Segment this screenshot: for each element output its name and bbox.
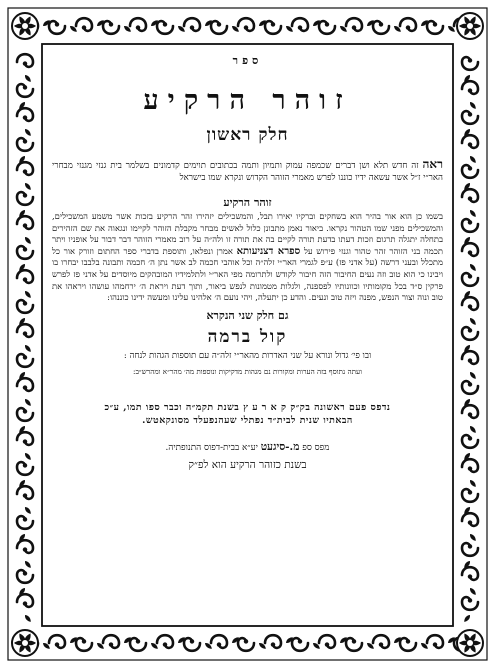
frame-scroll-right-dot (468, 358, 472, 362)
section-heading: זוהר הרקיע (223, 196, 272, 209)
frame-leaf-right (463, 614, 472, 623)
book-title: זוהר הרקיע (143, 85, 352, 116)
frame-leaf-left (24, 398, 33, 407)
frame-scroll-right-dot (468, 574, 472, 578)
kol-heading: קול ברמה (207, 326, 288, 347)
publication-block (50, 401, 445, 427)
frame-scroll-left-dot (23, 355, 27, 359)
year-line: בשנת כזוהר הרקיע הוא לפ״ק (188, 458, 307, 471)
frame-scroll-left-dot (23, 61, 27, 65)
note-line-1: ובו פי׳ גדול ונורא על שני האדרות מהאר״י זלה״ה עם תוספות הגהות לנחה : (123, 350, 372, 361)
frame-scroll-right-dot (468, 544, 472, 548)
body-text-before: בשמו כן הוא אור בהיר הוא בשחקים וברקיו יאירו תבל, והמשכילים יזהירו זהר הרקיע בזכות אשר משמע המשכילים, והמשכילים מפני שמו הטהור נקראו. ביאור נאמן מתבונן כלול לאשים מבחר מקבלת הזוהר לקיימו ונגאוה את שם הזהירים בתחלה יתגלה תרגום וזכות דעתו בדעת תורה לקיים בה את תורה זו ולה״ה על רוב מאמרי הזוהר דבר דבור על אופניו ויתר תכמה בני הזוהר זהר טהור וגנזי פירוש על (52, 211, 443, 256)
frame-scroll-right-dot (468, 274, 472, 278)
frame-scroll-left-dot (23, 139, 27, 143)
printer-name: מ.-סיגעט (260, 440, 300, 453)
frame-scroll-right-dot (468, 250, 472, 254)
intro-text: זה חדש תלא ושן דברים שכמפה עמוק ותמיון ותמה בכתובים תוימים קדמונים בשלמר בית גנזי מגנזי מבחרי האר״י ז״ל אשר עשאה ידיו כוננו לפרש מאמרי הזוהר הקדוש ונקרא שמו בישראל (52, 161, 443, 183)
frame-scroll-left-dot (23, 439, 27, 443)
frame-leaf-right (469, 479, 478, 488)
frame-scroll-bottom-dot (136, 639, 140, 643)
frame-scroll-bottom-dot (379, 642, 383, 646)
frame-leaf-left (24, 182, 33, 191)
frame-scroll-top-dot (163, 22, 167, 26)
frame-scroll-right-dot (468, 436, 472, 440)
frame-leaf-right (469, 425, 478, 434)
frame-scroll-right-dot (468, 112, 472, 116)
frame-leaf-right (469, 371, 478, 380)
frame-scroll-top-dot (298, 25, 302, 29)
frame-leaf-left (24, 560, 33, 569)
frame-scroll-left-dot (23, 409, 27, 413)
intro-paragraph (50, 159, 445, 184)
frame-scroll-left-dot (23, 277, 27, 281)
frame-scroll-left-dot (23, 85, 27, 89)
frame-scroll-bottom-dot (325, 642, 329, 646)
frame-scroll-left-dot (23, 169, 27, 173)
frame-scroll-right-dot (468, 412, 472, 416)
frame-scroll-top-dot (271, 22, 275, 26)
frame-scroll-bottom-dot (352, 639, 356, 643)
frame-scroll-bottom-dot (298, 639, 302, 643)
frame-scroll-right-dot (468, 166, 472, 170)
frame-scroll-right-dot (468, 490, 472, 494)
frame-scroll-bottom-dot (271, 642, 275, 646)
body-text-after: אמרן ונפלאו, ותוספת בדברי ספר החתום וזורק אור כל מתכלל ובעני דרשה (על אדני פז) ע״פ לגמרי האר״י זלה״ה וכל אוהבי חכמה לב אשר נתן ה׳ חכמה ותבונה בלבבו יבחרו בו ויבינו כי הוא טוב וזה נעים החיבור הזה חיבור לקודש ולתרומה מפי האר״י ולתלמידיו המובהקים מיוסדים על אדני פז לפרש פרקין ס״ד בכל מקומותיו וכוונותיו לפספנה, ולגלות מטמונות לנפש ביאור, ותוך דעת ויראת ה׳ ירחמהו עושהו ויראהו את טוב ונוה וצור הנפש, מפנה ויזה טוב ונעים. והדע כן יתעלה, ויהי נועם ה׳ אלהינו עלינו ומעשה ידינו כוננהו: (52, 245, 443, 303)
frame-leaf-left (24, 614, 33, 623)
frame-leaf-left (24, 344, 33, 353)
body-paragraph (50, 211, 445, 304)
frame-scroll-right-dot (468, 220, 472, 224)
frame-scroll-right-dot (468, 58, 472, 62)
frame-scroll-left-dot (23, 247, 27, 251)
printer-suffix: יע״א בבית-דפוס התנופתיה. (165, 442, 258, 453)
printer-line (50, 441, 445, 453)
frame-scroll-left-dot (23, 601, 27, 605)
note-line-2: ועתה נתוסף בזה הערות ומקורות נם מגהות מדקיקות ונוספות מה׳ מהר״א ומהרש״ב: (133, 366, 362, 376)
frame-leaf-left (24, 128, 33, 137)
frame-scroll-left-dot (23, 571, 27, 575)
frame-leaf-right (469, 533, 478, 542)
frame-scroll-right-dot (468, 304, 472, 308)
frame-scroll-left-dot (23, 223, 27, 227)
frame-scroll-top-dot (406, 25, 410, 29)
title-page-content (50, 50, 445, 620)
frame-scroll-bottom-dot (217, 642, 221, 646)
frame-leaf-left (24, 506, 33, 515)
frame-scroll-top-dot (109, 22, 113, 26)
frame-leaf-left (24, 290, 33, 299)
frame-scroll-right-dot (468, 196, 472, 200)
frame-scroll-top-dot (325, 22, 329, 26)
frame-leaf-right (469, 101, 478, 110)
frame-scroll-top-dot (352, 25, 356, 29)
frame-scroll-left-dot (23, 517, 27, 521)
frame-scroll-right-dot (468, 328, 472, 332)
frame-leaf-right (469, 263, 478, 272)
frame-scroll-right-dot (468, 466, 472, 470)
frame-scroll-top-dot (190, 25, 194, 29)
frame-scroll-top-dot (217, 22, 221, 26)
frame-leaf-right (469, 209, 478, 218)
frame-scroll-right-dot (468, 382, 472, 386)
part-two-heading: גם חלק שני הנקרא (206, 308, 289, 322)
frame-scroll-left-dot (23, 463, 27, 467)
frame-corner-center (22, 640, 28, 646)
frame-corner-center (467, 640, 473, 646)
printer-prefix: מפס ספ (302, 442, 330, 453)
frame-scroll-left-dot (23, 493, 27, 497)
intro-lead-word: ראה (422, 157, 443, 171)
frame-scroll-top-dot (379, 22, 383, 26)
frame-scroll-right-dot (468, 598, 472, 602)
frame-leaf-right (469, 317, 478, 326)
frame-scroll-top-dot (55, 22, 59, 26)
publication-line-2: הבאתיו שנית לבית״ד נפתלי שעהנפעלד מסונקאטש. (142, 414, 353, 426)
frame-scroll-bottom-dot (163, 642, 167, 646)
frame-scroll-top-dot (244, 25, 248, 29)
frame-scroll-top-dot (136, 25, 140, 29)
frame-scroll-bottom-dot (109, 642, 113, 646)
frame-leaf-right (469, 587, 478, 596)
body-bold-name: ספרא דצניעותא (236, 245, 301, 257)
frame-scroll-bottom-dot (190, 639, 194, 643)
publication-line-1: נדפס פעם ראשונה בק״ק ק א ר ע ץ בשנת תקמ״ה וכבר ספו תמו, ע״כ (104, 401, 391, 413)
frame-scroll-top-dot (82, 25, 86, 29)
frame-scroll-left-dot (23, 547, 27, 551)
frame-scroll-top-dot (433, 22, 437, 26)
frame-scroll-bottom-dot (82, 639, 86, 643)
frame-leaf-right (469, 155, 478, 164)
frame-scroll-left-dot (23, 115, 27, 119)
frame-leaf-left (24, 236, 33, 245)
frame-corner-center (467, 23, 473, 29)
frame-scroll-right-dot (468, 142, 472, 146)
frame-leaf-left (24, 74, 33, 83)
frame-scroll-right-dot (468, 88, 472, 92)
frame-scroll-right-dot (468, 520, 472, 524)
volume-label: חלק ראשון (206, 125, 289, 145)
frame-scroll-bottom-dot (244, 639, 248, 643)
frame-scroll-left-dot (23, 385, 27, 389)
frame-scroll-bottom-dot (55, 642, 59, 646)
frame-scroll-bottom-dot (433, 642, 437, 646)
frame-leaf-left (24, 452, 33, 461)
frame-scroll-bottom-dot (406, 639, 410, 643)
sefer-label: ספר (232, 54, 263, 67)
frame-scroll-left-dot (23, 301, 27, 305)
frame-scroll-left-dot (23, 331, 27, 335)
frame-scroll-left-dot (23, 193, 27, 197)
frame-corner-center (22, 23, 28, 29)
